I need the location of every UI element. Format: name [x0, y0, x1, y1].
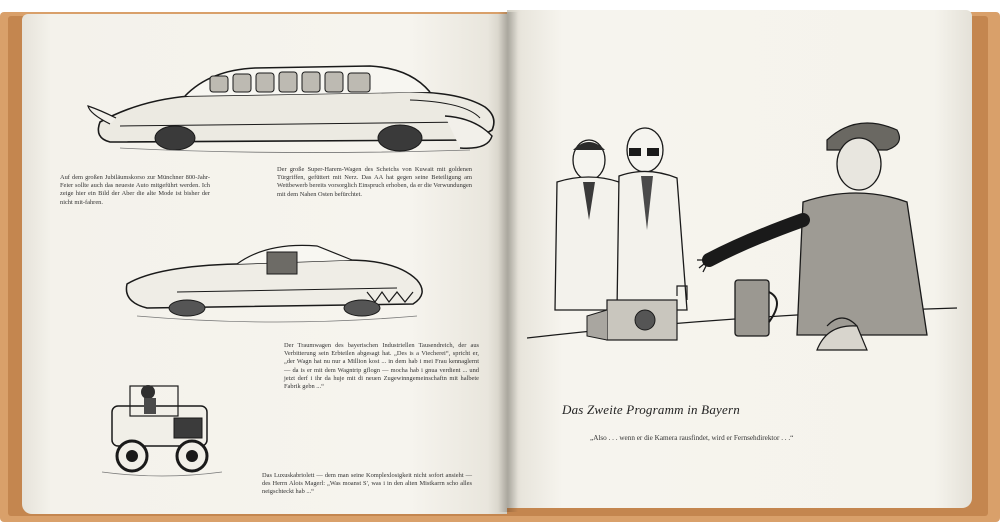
caption-luxuskabriolett: Das Luxuskabriolett — dem man seine Komplexlosigkeit nicht sofort ansieht — des Herrn Alois Magerl: „Was moanst S', was i in den alten Mistkarrn scho alles neigschteckt hab ...“	[262, 472, 472, 496]
jalopy-illustration	[92, 372, 232, 487]
caption-limousine: Auf dem großen Jubiläumskorso zur Münchner 800-Jahr-Feier sollte auch das neueste Auto mitgeführt werden. Ich zeige hier ein Bild der Aber die alte Mode ist bisher der nicht mit-fahren.	[60, 174, 210, 206]
right-page	[507, 10, 972, 508]
left-page	[22, 14, 507, 514]
cartoon-scene-illustration	[527, 110, 957, 370]
sports-car-illustration	[117, 236, 437, 336]
cartoon-title: Das Zweite Programm in Bayern	[562, 402, 740, 417]
caption-harem-wagen: Der große Super-Harem-Wagen des Scheichs von Kuwait mit goldenen Türgriffen, gefüttert mit Nerz. Das AA hat gegen seine Beteiligung am Wettbewerb bereits vorsorglich Einspruch erhoben, da er die Verwundungen mit dem Nahen Osten befürchtet.	[277, 166, 472, 198]
book-gutter	[498, 12, 518, 512]
caption-traumwagen: Der Traumwagen des bayerischen Industriellen Tausendreich, der aus Verbitterung sein Erbteilen abgesagt hat. „Des is a Viecherei“, spricht er, „der Wagn hat nu nur a Million kost ... in dem hab i mei Frau kennaglernt — da is er mit dem Wagntrip gflogn — mocha hab i gnua verdient ... und jetzt derf i ihr da huje mit di neuen Zugewinngemeinschaftn mit halbete Fabrik gebn ...“	[284, 342, 479, 391]
cartoon-quote: „Also . . . wenn er die Kamera rausfindet, wird er Fernsehdirektor . . .“	[590, 434, 794, 442]
limousine-illustration	[80, 52, 500, 167]
